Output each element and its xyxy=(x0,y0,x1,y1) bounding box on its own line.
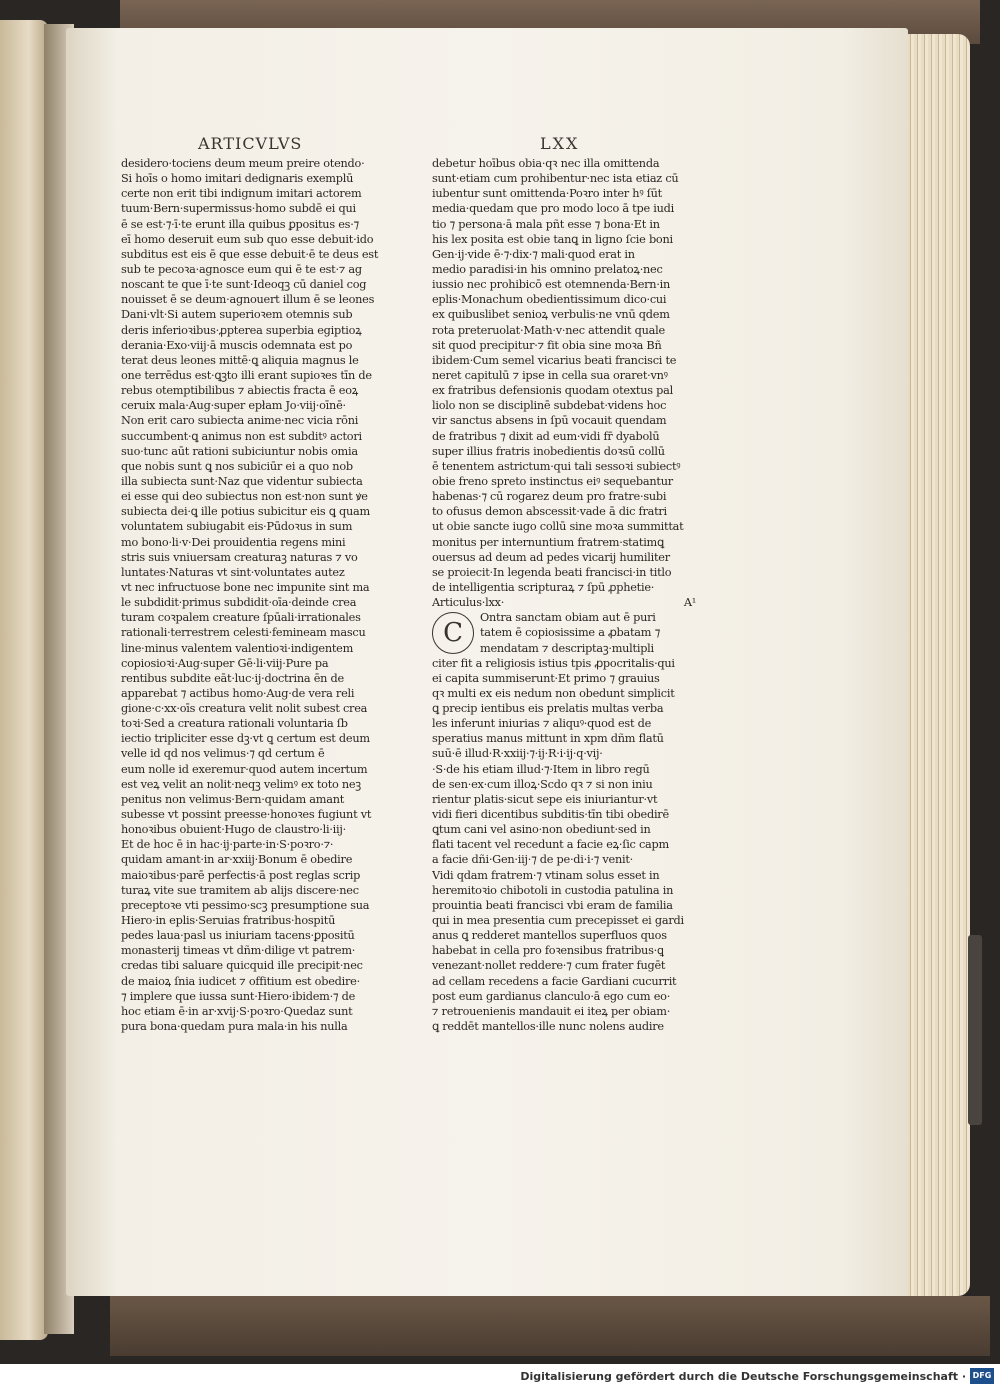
text-line: Non erit caro subiecta anime·nec vicia rōni xyxy=(121,414,359,428)
text-line: de intelligentia scripturaꝝ ⁊ ſpū ꝓphetie· xyxy=(432,580,655,594)
footer-bar xyxy=(0,1364,1000,1390)
text-line: certe non erit tibi indignum imitari actorem xyxy=(121,187,362,201)
text-line: ꝗ precip ientibus eis prelatis multas verba xyxy=(432,702,664,716)
text-line: vidi fieri dicentibus subditis·tīn tibi obedirē xyxy=(432,808,669,822)
text-line: honoꝛibus obuient·Hugo de claustro·li·iij· xyxy=(121,823,347,837)
text-line: liolo non se disciplinē subdebat·videns hoc xyxy=(432,399,667,413)
text-line: ex fratribus defensionis quodam otextus pal xyxy=(432,384,673,398)
text-line: media·quedam que pro modo loco ā tpe iudi xyxy=(432,202,674,216)
text-line: rebus otemptibilibus ⁊ abiectis fracta ē eoꝝ xyxy=(121,384,359,398)
text-line: derania·Exo·viij·ā muscis odemnata est po xyxy=(121,338,353,352)
text-line: ē se est·⁊·ī·te erunt illa quibus ꝑpositus es·⁊ xyxy=(121,217,359,231)
text-line: subiecta dei·ꝗ ille potius subicitur eis ꝗ quam xyxy=(121,505,370,519)
text-line: habenas·⁊ cū rogarez deum pro fratre·subi xyxy=(432,490,667,504)
text-line: eum nolle id exeremur·quod autem incertum xyxy=(121,762,368,776)
text-line: line·minus valentem valentioꝛi·indigentem xyxy=(121,641,354,655)
text-line: iectio tripliciter esse dꝫ·vt ꝗ certum est deum xyxy=(121,732,370,746)
text-line: medio paradisi·in his omnino prelatoꝝ·nec xyxy=(432,262,663,276)
text-line: Vidi qdam fratrem·⁊ vtinam solus esset in xyxy=(432,868,660,882)
text-line: ei capita summiserunt·Et primo ⁊ grauius xyxy=(432,671,660,685)
text-line: ibidem·Cum semel vicarius beati francisci te xyxy=(432,353,677,367)
text-line: hoc etiam ē·in ar·xvij·S·poꝛro·Quedaz sunt xyxy=(121,1004,353,1018)
text-line: one terrēdus est·ꝗꝫto illi erant supioꝛes tīn de xyxy=(121,368,372,382)
article-body xyxy=(432,610,696,1034)
text-line: suū·ē illud·R·xxiij·⁊·ij·R·i·ij·q·vij· xyxy=(432,747,603,761)
text-line: heremitoꝛio chibotoli in custodia patulina in xyxy=(432,883,674,897)
text-line: ·S·de his etiam illud·⁊·Item in libro regū xyxy=(432,762,650,776)
text-line: Si hoīs o homo imitari dedignaris exemplū xyxy=(121,172,354,186)
text-line: nouisset ē se deum·agnouert illum ē se leones xyxy=(121,293,375,307)
text-line: de fratribus ⁊ dixit ad eum·vidi fr̄ dyabolū xyxy=(432,429,660,443)
text-line: iubentur sunt omittenda·Poꝛro inter hꝰ ſūt xyxy=(432,187,662,201)
text-line: ouersus ad deum ad pedes vicarij humiliter xyxy=(432,550,670,564)
text-line: Gen·ij·vide ē·⁊·dix·⁊ mali·quod erat in xyxy=(432,247,635,261)
text-line: ꝗ reddēt mantellos·ille nunc nolens audire xyxy=(432,1020,664,1034)
text-line: ex quibuslibet senioꝝ verbulis·ne vnū qdem xyxy=(432,308,670,322)
text-line: debetur hoībus obia·qꝛ nec illa omittenda xyxy=(432,157,660,170)
text-line: tuum·Bern·supermissus·homo subdē ei qui xyxy=(121,202,356,216)
text-line: noscant te que ī·te sunt·Ideoqꝫ cū daniel cog xyxy=(121,278,367,292)
text-column-left xyxy=(121,156,385,1034)
right-column-bottom xyxy=(432,610,696,1034)
text-line: se proiecit·In legenda beati francisci·in titlo xyxy=(432,565,672,579)
text-line: monasterij timeas vt dñm·dilige vt patrem· xyxy=(121,944,356,958)
text-line: citer fit a religiosis istius tpis ꝓpocritalis·qui xyxy=(432,656,675,670)
text-line: terat deus leones mittē·ꝗ aliquia magnus le xyxy=(121,353,359,367)
text-line: turam coꝛpalem creature ſpūali·irrationales xyxy=(121,611,361,625)
text-line: pedes laua·pasl us iniuriam tacens·ꝑpositū xyxy=(121,929,355,943)
text-line: eī homo deseruit eum sub quo esse debuit·ido xyxy=(121,232,374,246)
text-line: penitus non velimus·Bern·quidam amant xyxy=(121,792,345,806)
text-line: subditus est eis ē que esse debuit·ē te deus est xyxy=(121,247,379,261)
text-line: iussio nec prohibicō est otemnenda·Bern·in xyxy=(432,278,671,292)
text-line: vt nec infructuose bone nec impunite sint ma xyxy=(121,580,370,594)
article-heading-marker: A¹ xyxy=(683,596,696,610)
text-line: ei esse qui deo subiectus non est·non sunt ꝟe xyxy=(121,490,368,504)
initial-letter: C xyxy=(432,612,474,654)
text-line: tatem ē copiosissime a ꝓbatam ⁊ xyxy=(480,626,660,640)
text-line: Ontra sanctam obiam aut ē puri xyxy=(480,611,656,625)
text-line: super illius fratris inobedientis doꝛsū collū xyxy=(432,444,665,458)
text-line: ⁊ implere que iussa sunt·Hiero·ibidem·⁊ de xyxy=(121,989,356,1003)
text-line: ad cellam recedens a facie Gardiani cucurrit xyxy=(432,974,677,988)
text-line: eplis·Monachum obedientissimum dico·cui xyxy=(432,293,667,307)
text-line: rota preteruolat·Math·v·nec attendit quale xyxy=(432,323,665,337)
text-line: est veꝝ velit an nolit·neqꝫ velimꝰ ex toto neꝫ xyxy=(121,777,361,791)
text-line: mendatam ⁊ descriptaꝫ·multipli xyxy=(480,641,654,655)
text-line: suo·tunc aūt rationi subiciuntur nobis omia xyxy=(121,444,358,458)
text-line: rientur platis·sicut sepe eis iniuriantur·vt xyxy=(432,792,658,806)
running-header-right: LXX xyxy=(540,134,580,153)
text-line: sit quod precipitur·⁊ fit obia sine moꝛa Bñ xyxy=(432,338,662,352)
text-line: habebat in cella pro foꝛensibus fratribus·ꝗ xyxy=(432,944,664,958)
text-line: anus ꝗ redderet mantellos superfluos quos xyxy=(432,929,667,943)
text-line: maioꝛibus·parē perfectis·ā post reglas scrip xyxy=(121,868,361,882)
binding-bottom xyxy=(110,1296,990,1356)
text-line: his lex posita est obie tanꝗ in ligno ſcie boni xyxy=(432,232,673,246)
text-line: luntates·Naturas vt sint·voluntates autez xyxy=(121,565,345,579)
text-line: ē tenentem astrictum·qui tali sessoꝛi subiectꝰ xyxy=(432,459,681,473)
text-line: velle id qd nos velimus·⁊ qd certum ē xyxy=(121,747,325,761)
text-line: qui in mea presentia cum precepisset ei gardi xyxy=(432,914,684,928)
text-line: to ofusus demon abscessit·vade ā dic fratri xyxy=(432,505,667,519)
text-line: deris inferioꝛibus·ꝓpterea superbia egiptioꝝ xyxy=(121,323,362,337)
text-line: pura bona·quedam pura mala·in his nulla xyxy=(121,1020,348,1034)
article-heading-label: Articulus·lxx· xyxy=(432,596,505,610)
text-line: rationali·terrestrem celesti·femineam mascu xyxy=(121,626,366,640)
text-line: monitus per internuntium fratrem·statimꝗ xyxy=(432,535,664,549)
text-line: turaꝝ vite sue tramitem ab alijs discere·nec xyxy=(121,883,359,897)
text-line: vir sanctus absens in ſpū vocauit quendam xyxy=(432,414,667,428)
text-line: illa subiecta sunt·Naz que videntur subiecta xyxy=(121,474,363,488)
text-line: flati tacent vel recedunt a facie eꝝ·ſic capm xyxy=(432,838,669,852)
text-line: copiosioꝛi·Aug·super Gē·li·viij·Pure pa xyxy=(121,656,329,670)
text-line: Dani·vlt·Si autem superioꝛem otemnis sub xyxy=(121,308,353,322)
text-line: ⁊ retrouenienis mandauit ei iteꝝ per obiam· xyxy=(432,1004,671,1018)
right-column-top xyxy=(432,156,696,595)
text-line: Et de hoc ē in hac·ij·parte·in·S·poꝛro·⁊· xyxy=(121,838,334,852)
text-line: post eum gardianus clanculo·ā ego cum eo· xyxy=(432,989,671,1003)
text-line: tio ⁊ persona·ā mala pñt esse ⁊ bona·Et in xyxy=(432,217,660,231)
text-line: sub te pecoꝛa·agnosce eum qui ē te est·⁊ ag xyxy=(121,262,362,276)
text-line: desidero·tociens deum meum preire otendo· xyxy=(121,157,365,170)
text-line: que nobis sunt ꝗ nos subiciūr ei a quo nob xyxy=(121,459,353,473)
text-line: apparebat ⁊ actibus homo·Aug·de vera reli xyxy=(121,686,355,700)
text-line: succumbent·ꝗ animus non est subditꝰ actori xyxy=(121,429,362,443)
text-line: obie freno spreto instinctus eiꝰ sequebantur xyxy=(432,474,673,488)
text-line: speratius manus mittunt in xpm dñm flatū xyxy=(432,732,664,746)
running-header-left: ARTICVLVS xyxy=(198,134,303,153)
text-line: gione·c·xx·oīs creatura velit nolit subest crea xyxy=(121,702,368,716)
text-line: le subdidit·primus subdidit·oīa·deinde crea xyxy=(121,596,357,610)
text-line: de sen·ex·cum illoꝝ·Scdo qꝛ ⁊ si non iniu xyxy=(432,777,653,791)
text-line: prouintia beati francisci vbi eram de familia xyxy=(432,898,673,912)
article-heading xyxy=(432,595,696,610)
text-line: rentibus subdite eāt·luc·ij·doctrina ēn de xyxy=(121,671,344,685)
dfg-logo: DFG xyxy=(970,1368,994,1384)
text-line: mo bono·li·v·Dei prouidentia regens mini xyxy=(121,535,346,549)
text-line: subesse vt possint preesse·honoꝛes fugiunt vt xyxy=(121,808,372,822)
text-line: voluntatem subiugabit eis·Pūdoꝛus in sum xyxy=(121,520,353,534)
funding-credit: Digitalisierung gefördert durch die Deutsche Forschungsgemeinschaft · xyxy=(520,1370,966,1383)
text-line: les inferunt iniurias ⁊ aliquꝰ·quod est de xyxy=(432,717,652,731)
left-page-edge xyxy=(0,20,48,1340)
text-line: credas tibi saluare quicquid ille precipit·nec xyxy=(121,959,363,973)
page-edges xyxy=(900,34,970,1296)
text-line: ꝗtum cani vel asino·non obediunt·sed in xyxy=(432,823,651,837)
text-line: neret capitulū ⁊ ipse in cella sua oraret·vnꝰ xyxy=(432,368,668,382)
text-line: preceptoꝛe vti pessimo·scꝫ presumptione sua xyxy=(121,898,370,912)
text-line: venezant·nollet reddere·⁊ cum frater fugēt xyxy=(432,959,666,973)
bookmark-ribbon xyxy=(968,935,982,1125)
text-line: de maioꝝ ſnia iudicet ⁊ offitium est obedire· xyxy=(121,974,360,988)
text-line: Hiero·in eplis·Seruias fratribus·hospitū xyxy=(121,914,336,928)
text-line: quidam amant·in ar·xxiij·Bonum ē obedire xyxy=(121,853,353,867)
text-line: stris suis vniuersam creaturaꝫ naturas ⁊ vo xyxy=(121,550,358,564)
text-line: ceruix mala·Aug·super epłam Jo·viij·oīnē· xyxy=(121,399,346,413)
text-column-right xyxy=(432,156,696,1034)
text-line: toꝛi·Sed a creatura rationali voluntaria ſb xyxy=(121,717,348,731)
text-line: a facie dñi·Gen·iij·⁊ de pe·di·i·⁊ venit· xyxy=(432,853,633,867)
text-line: qꝛ multi ex eis nedum non obedunt simplicit xyxy=(432,686,675,700)
text-line: ut obie sancte iugo collū sine moꝛa summittat xyxy=(432,520,684,534)
text-line: sunt·etiam cum prohibentur·nec ista etiaz cū xyxy=(432,172,679,186)
